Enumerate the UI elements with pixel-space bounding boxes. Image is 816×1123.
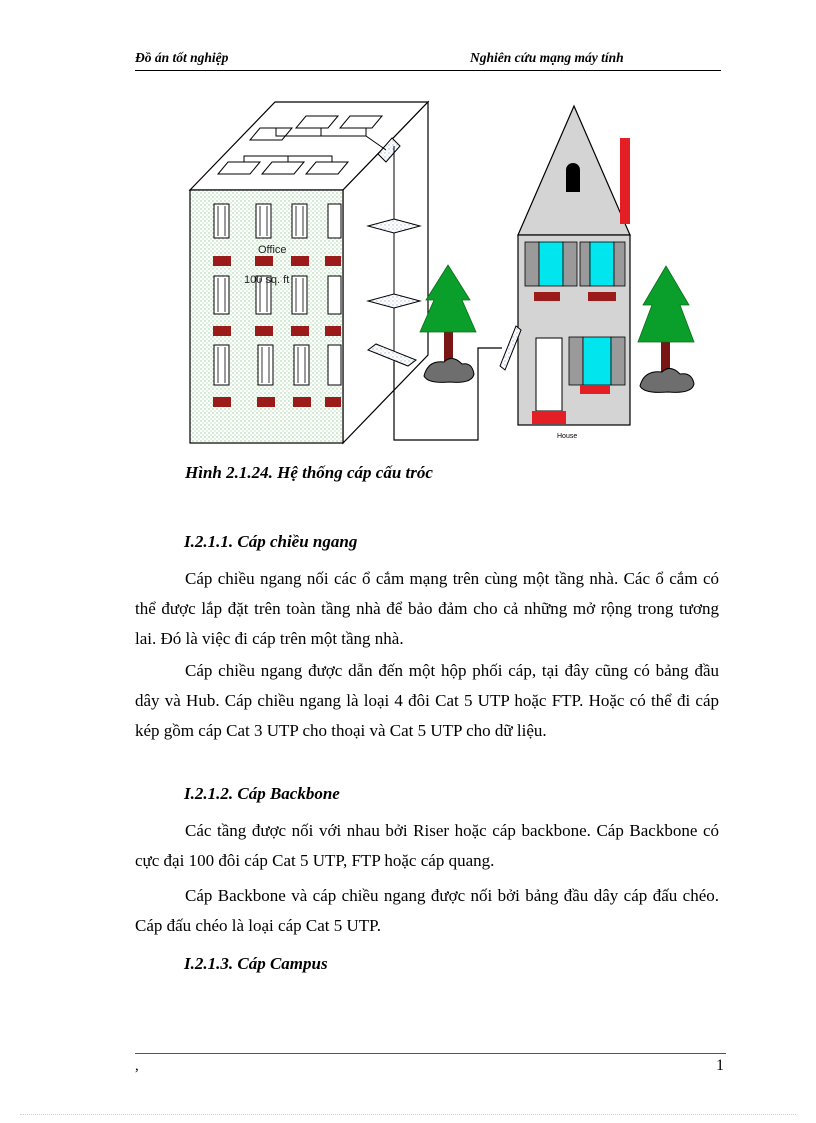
attic-window [566,163,580,192]
section-heading-horizontal: I.2.1.1. Cáp chiều ngang [184,532,358,551]
page-bottom-edge [20,1114,796,1115]
section-heading-campus: I.2.1.3. Cáp Campus [184,954,328,973]
house-door [536,338,562,411]
page-number: 1 [716,1057,724,1074]
paragraph: Các tầng được nối với nhau bởi Riser hoặc cáp backbone. Cáp Backbone có cực đại 100 đôi cáp Cat 5 UTP, FTP hoặc cáp quang. [135,821,719,870]
header-right-title: Nghiên cứu mạng máy tính [470,50,624,65]
office-area-label: 100 sq. ft [244,274,290,286]
office-label: Office [258,244,287,256]
office-building [190,102,428,443]
footer-mark: , [135,1058,139,1074]
footer-divider [135,1053,726,1054]
section-heading-backbone: I.2.1.2. Cáp Backbone [184,784,340,803]
figure-caption: Hình 2.1.24. Hệ thống cáp cấu tróc [185,463,433,482]
header-left-title: Đồ án tốt nghiệp [135,50,229,65]
chimney [620,138,630,224]
paragraph: Cáp chiều ngang nối các ổ cắm mạng trên cùng một tầng nhà. Các ổ cắm có thể được lắp đặt trên toàn tầng nhà để bảo đảm cho cả những mở rộng trong tương lai. Đó là việc đi cáp trên một tầng nhà. [135,569,719,648]
page-header [135,50,721,71]
structured-cabling-figure [180,100,720,445]
house [500,106,630,440]
paragraph: Cáp Backbone và cáp chiều ngang được nối bởi bảng đầu dây cáp đấu chéo. Cáp đấu chéo là loại cáp Cat 5 UTP. [135,886,719,935]
house-label: House [557,433,578,440]
paragraph: Cáp chiều ngang được dẫn đến một hộp phối cáp, tại đây cũng có bảng đầu dây và Hub. Cáp chiều ngang là loại 4 đôi Cat 5 UTP hoặc FTP. Hoặc có thể đi cáp kép gồm cáp Cat 3 UTP cho thoại và Cat 5 UTP cho dữ liệu. [135,661,719,740]
tree-right [638,266,694,392]
